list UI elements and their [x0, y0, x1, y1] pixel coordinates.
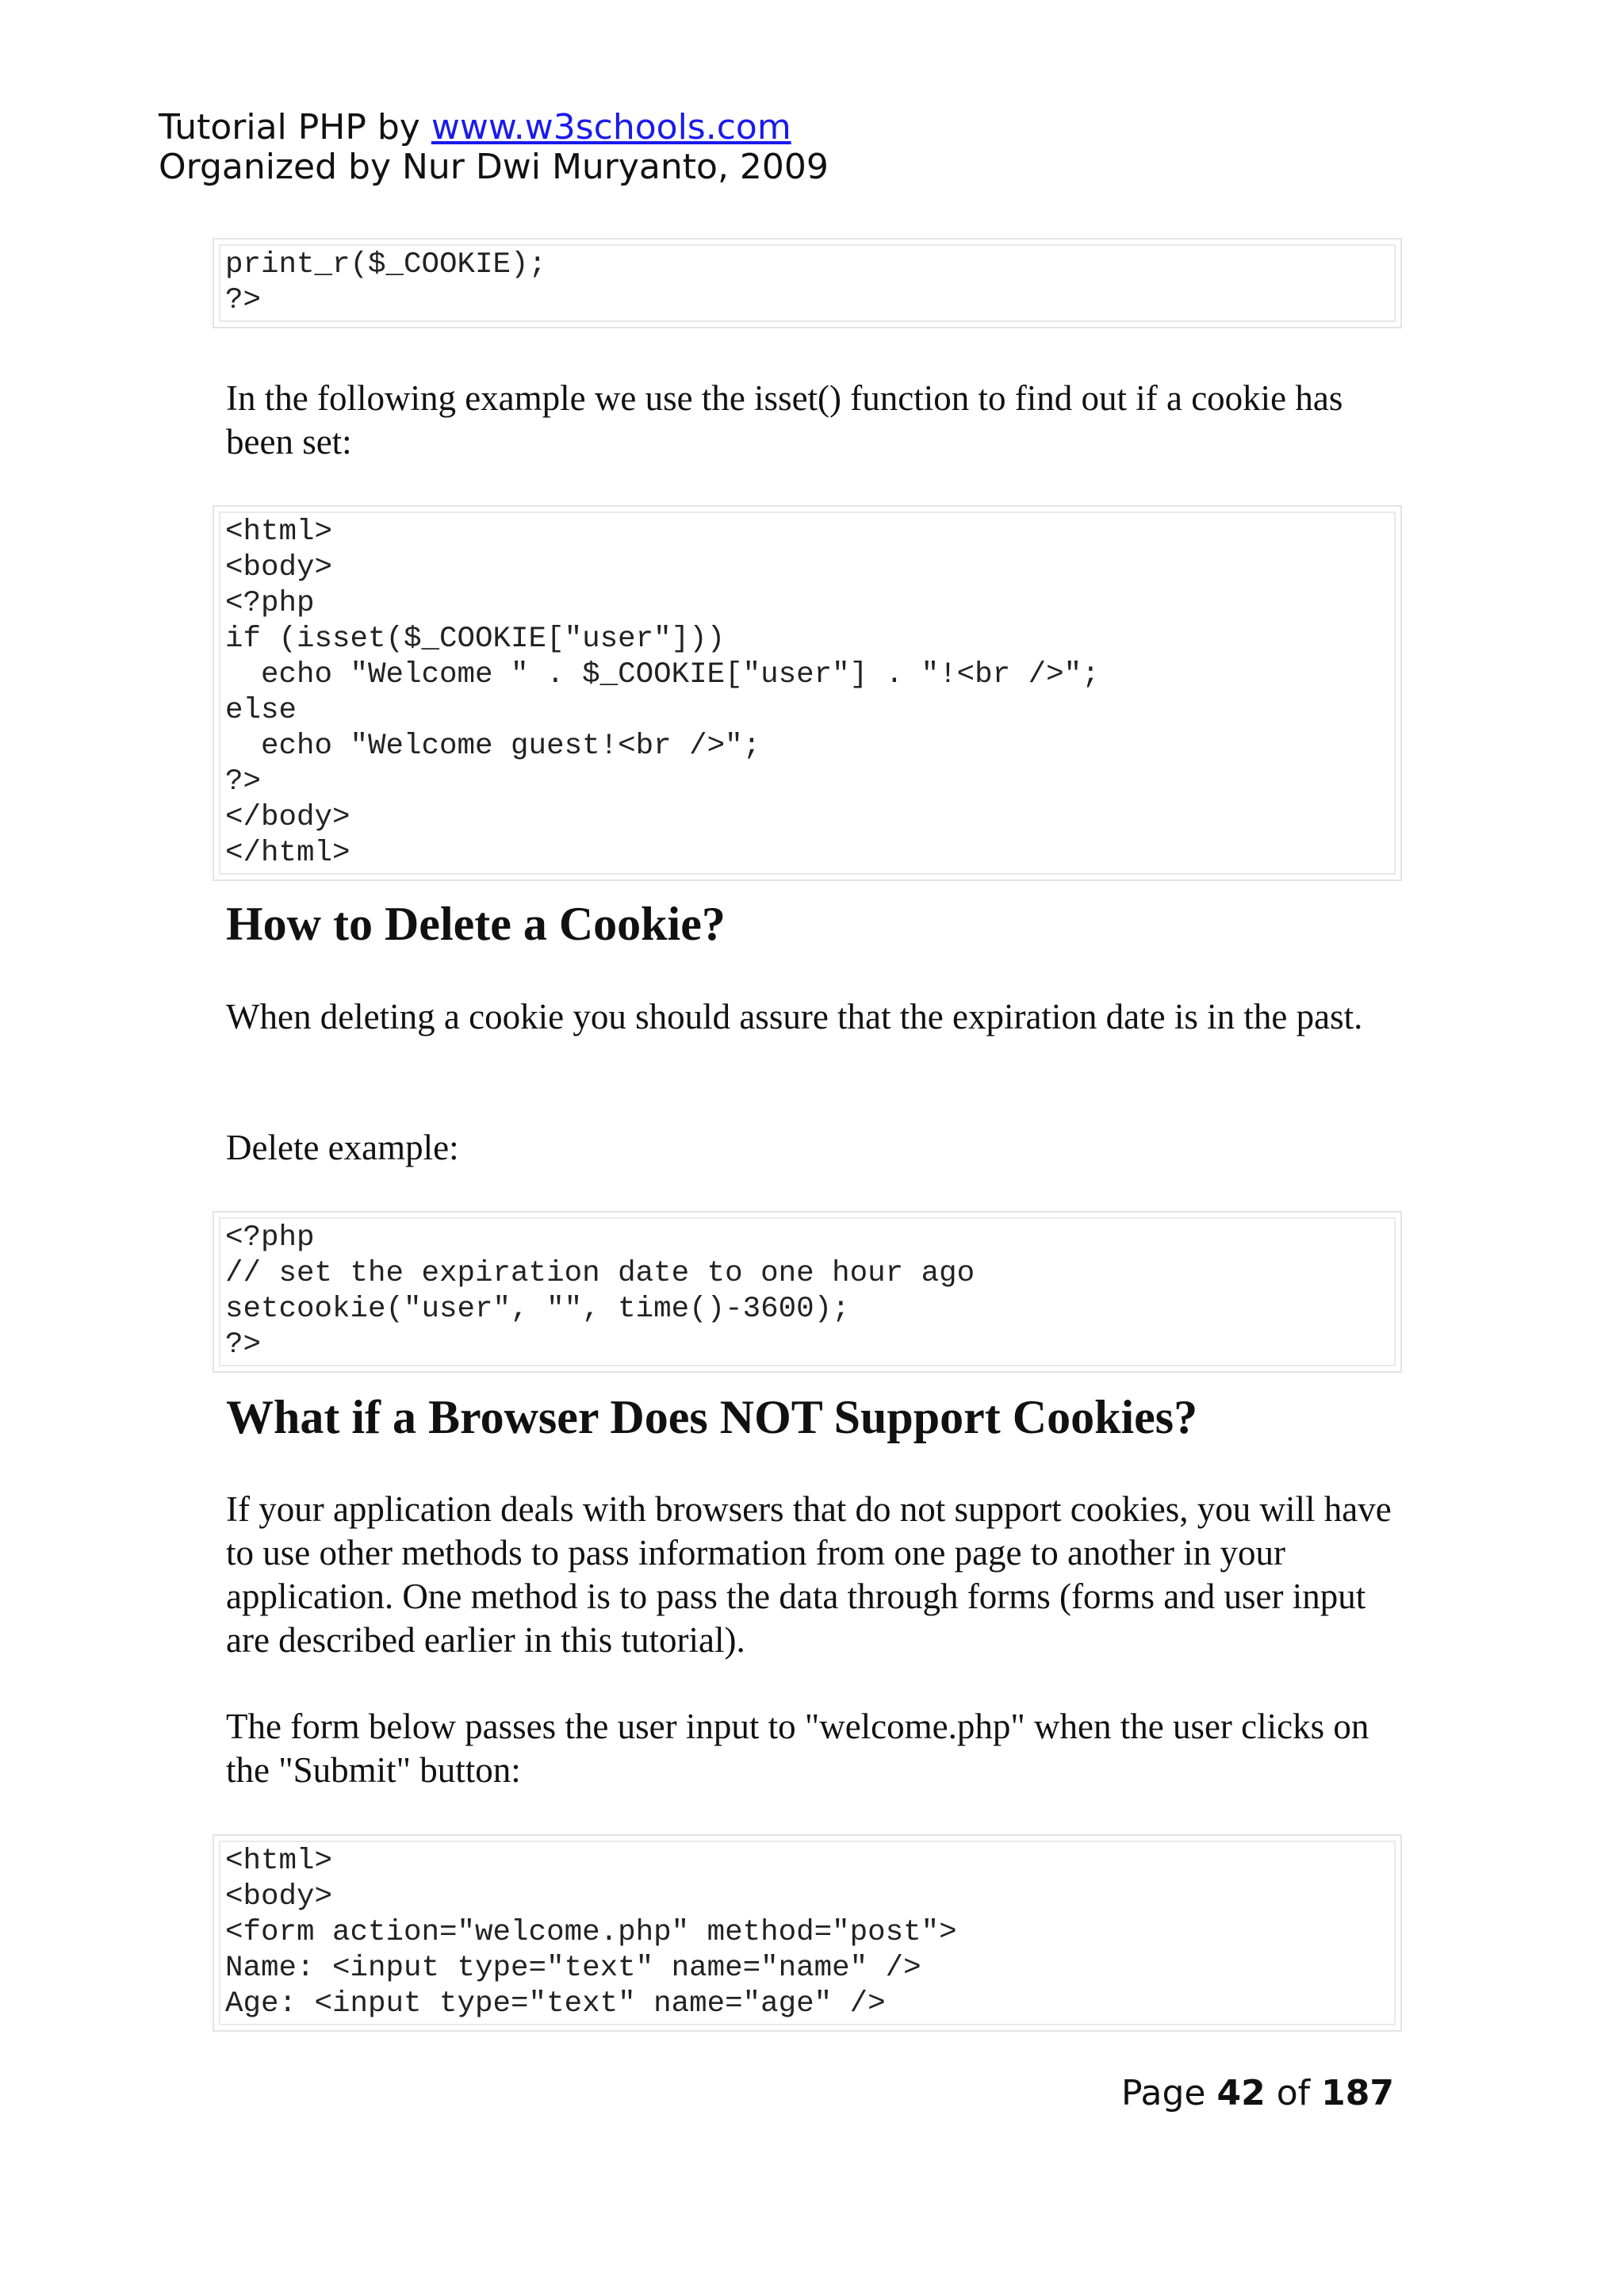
header-title: Tutorial PHP by: [159, 107, 431, 148]
code-line: else: [225, 694, 297, 727]
code-line: <?php: [225, 587, 315, 620]
code-line: if (isset($_COOKIE["user"])): [225, 623, 726, 656]
code-line: ?>: [225, 765, 262, 799]
page-label: Page: [1120, 2073, 1206, 2113]
code-line: echo "Welcome " . $_COOKIE["user"] . "!<br />";: [225, 658, 1100, 692]
heading-no-cookie-support: What if a Browser Does NOT Support Cookies?: [226, 1391, 1198, 1443]
header-line-1: [159, 108, 829, 148]
total-pages: 187: [1321, 2073, 1394, 2113]
code-block-print-cookie: [213, 238, 1402, 328]
code-block-delete-cookie: [213, 1211, 1402, 1373]
code-line: // set the expiration date to one hour ago: [225, 1257, 975, 1290]
code-line: <html>: [225, 1845, 333, 1878]
of-label: of: [1276, 2073, 1311, 2113]
code-line: <form action="welcome.php" method="post">: [225, 1916, 957, 1949]
code-line: </body>: [225, 801, 350, 834]
code-line: ?>: [225, 284, 262, 317]
code-line: <body>: [225, 551, 333, 584]
code-line: <html>: [225, 515, 333, 549]
heading-delete-cookie: How to Delete a Cookie?: [226, 898, 726, 950]
form-intro-paragraph: The form below passes the user input to "welcome.php" when the user clicks on the "Submit" button:: [226, 1707, 1369, 1790]
code-block-form-example: [213, 1834, 1402, 2032]
delete-intro-paragraph: When deleting a cookie you should assure that the expiration date is in the past.: [226, 997, 1363, 1036]
code-line: <?php: [225, 1221, 315, 1255]
code-line: Age: <input type="text" name="age" />: [225, 1987, 886, 2021]
code-line: ?>: [225, 1328, 262, 1362]
page-footer: [1121, 2073, 1394, 2113]
code-line: print_r($_COOKIE);: [225, 248, 547, 282]
header-line-2: Organized by Nur Dwi Muryanto, 2009: [159, 147, 829, 187]
code-line: Name: <input type="text" name="name" />: [225, 1952, 921, 1985]
code-line: </html>: [225, 837, 350, 870]
document-header: [159, 108, 829, 187]
w3schools-link[interactable]: www.w3schools.com: [431, 107, 791, 148]
code-line: <body>: [225, 1880, 333, 1914]
page-number: 42: [1216, 2073, 1266, 2113]
code-line: setcookie("user", "", time()-3600);: [225, 1293, 850, 1326]
delete-example-label: Delete example:: [226, 1128, 459, 1167]
isset-intro-paragraph: In the following example we use the isset() function to find out if a cookie has been set:: [226, 378, 1343, 462]
no-cookie-support-paragraph: If your application deals with browsers that do not support cookies, you will have to use other methods to pass information from one page to another in your application. One method is to pass the data through forms (forms and user input are described earlier in this tutorial).: [226, 1489, 1392, 1660]
code-block-isset-example: [213, 505, 1402, 881]
code-line: echo "Welcome guest!<br />";: [225, 730, 761, 763]
